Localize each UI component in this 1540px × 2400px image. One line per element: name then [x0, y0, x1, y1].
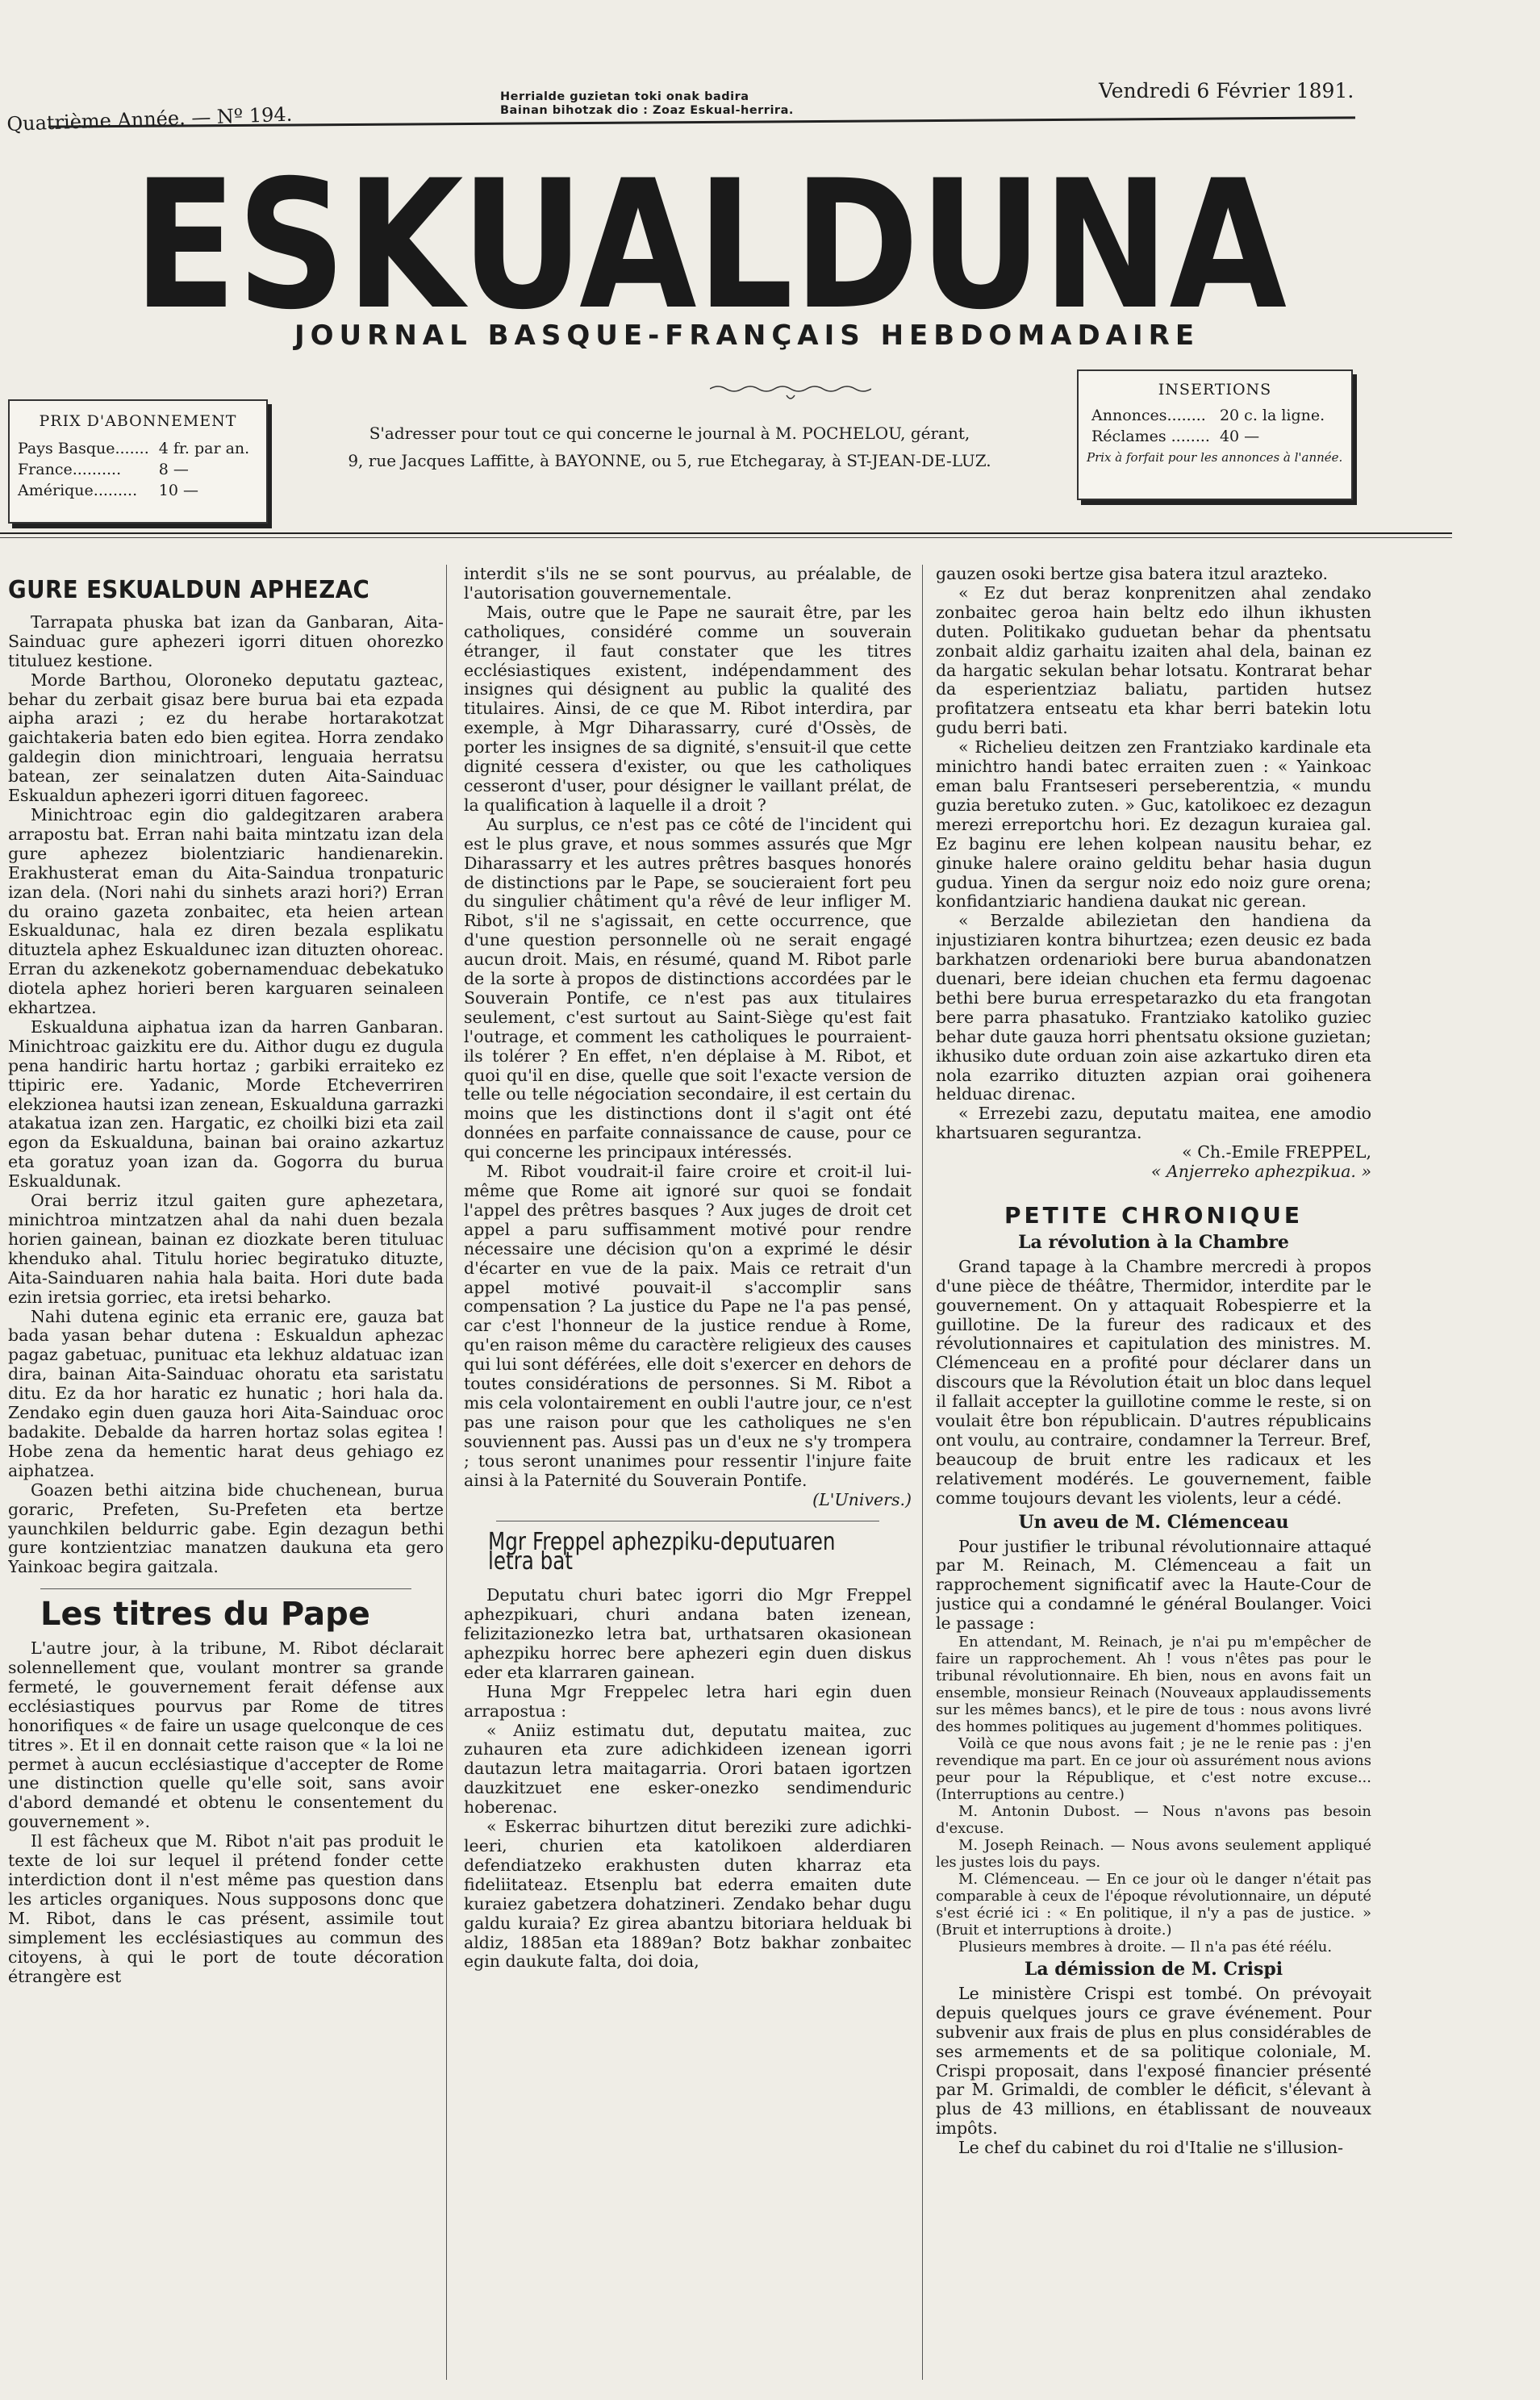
quote-paragraph: M. Joseph Reinach. — Nous avons seulement appliqué les justes lois du pays. — [936, 1837, 1371, 1872]
quote-paragraph: Plusieurs membres à droite. — Il n'a pas été réélu. — [958, 1939, 1333, 1956]
paragraph: M. Ribot voudrait-il faire croire et croit-il lui-même que Rome ait ignoré sur quoi se fondait l'appel des prêtres basques ? Aux juges de droit cet appel a paru suffisamment motivé pour rendre nécessaire une décision qu'on a exprimé le désir d'écarter en vue de la paix. Mais ce retrait d'un appel motivé pouvait-il s'accomplir sans compensation ? La justice du Pape ne l'a pas pensé, car c'est l'honneur de la justice rendue à Rome, qu'en raison même du caractère religieux des causes qui lui sont déférées, elle doit s'exercer en dehors de toutes considérations de personnes. Si M. Ribot a mis cela volontairement en oubli l'autre jour, ce n'est pas une raison pour que les catholiques ne s'en souviennent pas. Aussi pas un d'eux ne s'y trompera ; tous seront unanimes pour ressentir l'injure faite ainsi à la Paternité du Souverain Pontife. — [464, 1162, 912, 1490]
header-rule — [0, 532, 1452, 534]
paragraph: Pour justifier le tribunal révolutionnaire attaqué par M. Reinach, M. Clémenceau a fait un rapprochement significatif avec la Haute-Cour de justice qui a condamné le général Boulanger. Voici le passage : — [936, 1536, 1371, 1634]
column-1 — [8, 565, 444, 2380]
insertions-heading: INSERTIONS — [1158, 381, 1272, 399]
subscription-place: Pays Basque....... — [18, 440, 149, 457]
insertions-price: 20 c. la ligne. — [1219, 407, 1325, 424]
subsection-heading: Un aveu de M. Clémenceau — [1018, 1511, 1289, 1533]
issue-number: Quatrième Année. — Nº 194. — [6, 102, 293, 136]
insertions-row — [1087, 426, 1329, 447]
paragraph: « Richelieu deitzen zen Frantziako kardinale eta minichtro handi batec erraiten zuen : « Yainkoac eman balu Frantseseri perseberentzia, « mundu guzia beretuko zuten. » Guc, katolikoec ez dezagun merezi erreportchu hori. Ez dezagun kuraiea gal. Ez baginu ere lehen kolpean nausitu behar, ez ginuke halere oraino gelditu behar hasia dugun gudua. Yinen da sergur noiz edo noiz gure orena; konfidantziaric handiena daukat nic gerean. — [936, 737, 1371, 912]
subscription-price: 4 fr. par an. — [158, 440, 250, 457]
paragraph: Grand tapage à la Chambre mercredi à propos d'une pièce de théâtre, Thermidor, interdite par le gouvernement. On y attaquait Robespierre et la guillotine. De la fureur des radicaux et des révolutionnaires et capitulation des ministres. M. Clémenceau en a profité pour déclarer dans un discours que la Révolution était un bloc dans lequel il fallait accepter la guillotine comme le reste, si on voulait être bon républicain. D'autres républicains ont voulu, au contraire, condamner la Terreur. Bref, beaucoup de bruit entre les radicaux et les relativement modérés. Le gouvernement, faible comme toujours devant les violents, leur a cédé. — [936, 1256, 1371, 1508]
paragraph: Le chef du cabinet du roi d'Italie ne s'illusion- — [958, 2138, 1344, 2158]
paragraph: « Ez dut beraz konprenitzen ahal zendako zonbaitec geroa hain beltz edo ilhun ikhusten duten. Politikako guduetan behar da phentsatu zonbait aldiz garhaitu izaiten ahal dela, bainan ez da hargatic sekulan behar lotsatu. Kontrarat behar da esperientziaz baliatu, partiden hutsez profitatzera entseatu eta khar berri batekin lotu gudu berri bati. — [936, 582, 1371, 738]
ornament — [710, 379, 871, 403]
paragraph: « Aniiz estimatu dut, deputatu maitea, zuc zuhauren eta zure adichkideen izenean igorri dautazun letra maitagarria. Orori bataen igortzen dauzkitzuet ene esker-onezko sendimenduric hoberenac. — [464, 1720, 912, 1818]
masthead-subtitle: JOURNAL BASQUE-FRANÇAIS HEBDOMADAIRE — [294, 319, 1200, 352]
address-line-2: 9, rue Jacques Laffitte, à BAYONNE, ou 5, rue Etchegaray, à ST-JEAN-DE-LUZ. — [348, 451, 991, 470]
article-heading: Les titres du Pape — [40, 1596, 370, 1634]
section-heading: PETITE CHRONIQUE — [1004, 1202, 1303, 1229]
insertions-note: Prix à forfait pour les annonces à l'année. — [1087, 450, 1343, 465]
issue-date: Vendredi 6 Février 1891. — [1099, 79, 1354, 102]
insertions-box — [1077, 369, 1353, 500]
quote-paragraph: M. Antonin Dubost. — Nous n'avons pas besoin d'excuse. — [936, 1803, 1371, 1838]
paragraph: Eskualduna aiphatua izan da harren Ganbaran. Minichtroac gaizkitu ere du. Aithor dugu ez dugula pena handiric hartu hortaz ; garbiki erraiteko ez ttipiric ere. Yadanic, Morde Etcheverriren elekzionea hautsi izan zenean, Eskualduna garrazki atakatua izan zen. Hargatic, ez choilki bizi eta zail egon da Eskualduna, bainan bai oraino azkartuz eta goratuz yoan izan da. Gogorra du burua Eskualdunak. — [8, 1016, 444, 1192]
address-block — [290, 419, 1049, 474]
paragraph: Goazen bethi aitzina bide chuchenean, burua goraric, Prefeten, Su-Prefeten eta bertze yaunchkilen beldurric gabe. Egin dezagun bethi gure kontzientziac manatzen daukuna eta gero Yainkoac begira gaitzala. — [8, 1480, 444, 1577]
paragraph: L'autre jour, à la tribune, M. Ribot déclarait solennellement que, voulant montrer sa grande fermeté, le gouvernement ferait défense aux ecclésiastiques pourvus par Rome de titres honorifiques « de faire un usage quelconque de ces titres ». Et il en donnait cette raison que « la loi ne permet à aucun ecclésiastique d'accepter de Rome une distinction quelle qu'elle soit, sans avoir d'abord demandé et obtenu le consentement du gouvernement ». — [8, 1638, 444, 1832]
paragraph: « Berzalde abilezietan den handiena da injustiziaren kontra bihurtzea; ezen deusic ez bada barkhatzen ordenarioki bere burua abandonatzen duenari, bere ideian chuchen eta fermu dagoenac bethi bere burua errespetarazko du eta frangotan bere parra phasatuko. Frantziako katoliko guziec behar dute gauza horri phentsatu oksione guzietan; ikhusiko dute orduan zoin aise azkartuko diren eta nola ezarriko dituzten azpian orai goihenera helduac direnac. — [936, 911, 1371, 1104]
subscription-heading: PRIX D'ABONNEMENT — [39, 412, 237, 430]
motto-line-2: Bainan bihotzak dio : Zoaz Eskual-herrira. — [500, 104, 794, 117]
paragraph: Orai berriz itzul gaiten gure aphezetara, minichtroa mintzatzen ahal da nahi duen bezala horien gainean, bainan ez diozkate beren tituluac khenduko ahal. Titulu horiec begiratuko dituzte, Aita-Sainduaren nahia hala baita. Hori dute bada ezin iretsia gorriec, eta iretsi beharko. — [8, 1191, 444, 1307]
insertions-table — [1087, 405, 1329, 447]
article-source: (L'Univers.) — [812, 1489, 912, 1509]
subscription-row — [13, 480, 254, 501]
column-rule — [922, 565, 923, 2380]
subscription-table — [13, 438, 254, 501]
subsection-heading: La révolution à la Chambre — [1018, 1231, 1289, 1253]
paragraph: gauzen osoki bertze gisa batera itzul arazteko. — [936, 565, 1329, 583]
paragraph: Minichtroac egin dio galdegitzaren arabera arrapostu bat. Erran nahi baita mintzatu izan dela gure aphezez biolentziaric handienarekin. Erakhusterat eman du Aita-Saindua tronpaturic izan dela. (Nori nahi du sinhets arazi hori?) Erran du oraino gazeta zonbaitec, eta heien artean Eskualdunac, hala ez diren bezala esplikatu dituztela aphez Eskualdunec izan dituzten ohoreac. Erran du azkenekotz gobernamenduac debekatuko diotela aphez horieri beren karguaren seinaleen ekhartzea. — [8, 804, 444, 1018]
paragraph: Le ministère Crispi est tombé. On prévoyait depuis quelques jours ce grave événement. Pour subvenir aux frais de plus en plus considérables de ses armements et de sa politique coloniale, M. Crispi proposait, dans l'exposé financier présenté par M. Grimaldi, de combler le déficit, s'élevant à plus de 43 millions, en établissant de nouveaux impôts. — [936, 1983, 1371, 2139]
subscription-place: France.......... — [18, 461, 122, 478]
subscription-row — [13, 438, 254, 459]
motto — [500, 90, 855, 118]
insertions-price: 40 — — [1219, 428, 1260, 445]
subscription-box — [8, 399, 268, 524]
paragraph: Mais, outre que le Pape ne saurait être, par les catholiques, considéré comme un souverain étranger, il faut constater que les titres ecclésiastiques existent, indépendamment des insignes qui désignent au public la qualité des titulaires. Ainsi, de ce que M. Ribot interdira, par exemple, à Mgr Diharassarry, curé d'Ossès, de porter les insignes de sa dignité, s'ensuit-il que cette dignité cessera d'exister, ou que les catholiques cesseront d'user, pour désigner le vaillant prélat, de la qualification à laquelle il a droit ? — [464, 602, 912, 815]
separator — [40, 1588, 411, 1589]
subscription-row — [13, 459, 254, 480]
insertions-label: Annonces........ — [1091, 407, 1206, 424]
article-heading: GURE ESKUALDUN APHEZAC — [8, 576, 370, 604]
paragraph: Deputatu churi batec igorri dio Mgr Freppel aphezpikuari, churi andana baten izenean, felizitazionezko letra bat, urthatsaren okasionean aphezpiku horrec bere aphezeri egin duen diskus eder eta klarraren gainean. — [464, 1585, 912, 1682]
paragraph: Nahi dutena eginic eta erranic ere, gauza bat bada yasan behar dutena : Eskualdun aphezac pagaz gabetuac, punituac eta lekhuz aldatuac izan dira, bainan Aita-Sainduac ohoratu eta saristatu ditu. Ez da hor haratic ez hunatic ; hori hala da. Zendako egin duen gauza hori Aita-Sainduac oroc badakite. Debalde da harren hortaz solas egitea ! Hobe zena da hementic harat deus gehiago ez aiphatzea. — [8, 1306, 444, 1480]
quote-paragraph: En attendant, M. Reinach, je n'ai pu m'empêcher de faire un rapprochement. Ah ! vous n'êtes pas pour le tribunal révolutionnaire. Eh bien, nous en avons fait un ensemble, monsieur Reinach (Nouveaux applaudissements sur les mêmes bancs), et le pire de tous : nous avons livré des hommes politiques au jugement d'hommes politiques. — [936, 1634, 1371, 1736]
column-2 — [464, 565, 912, 2380]
column-rule — [446, 565, 447, 2380]
signature-name: « Ch.-Emile FREPPEL, — [1182, 1142, 1371, 1162]
article-heading: Mgr Freppel aphezpiku-deputuaren letra bat — [488, 1528, 836, 1576]
signature-title: « Anjerreko aphezpikua. » — [1150, 1162, 1371, 1182]
paragraph: Il est fâcheux que M. Ribot n'ait pas produit le texte de loi sur lequel il prétend fonder cette interdiction dont il n'est même pas question dans les articles organiques. Nous supposons donc que M. Ribot, dans le cas présent, assimile tout simplement les ecclésiastiques au commun des citoyens, à qui le port de toute décoration étrangère est — [8, 1831, 444, 1986]
paragraph: interdit s'ils ne se sont pourvus, au préalable, de l'autorisation gouvernementale. — [464, 565, 912, 603]
quote-paragraph: M. Clémenceau. — En ce jour où le danger n'était pas comparable à ceux de l'époque révolutionnaire, un député s'est écrié ici : « En politique, il n'y a pas de justice. » (Bruit et interruptions à droite.) — [936, 1871, 1371, 1939]
masthead-title — [129, 153, 1291, 339]
quote-paragraph: Voilà ce que nous avons fait ; je ne le renie pas : j'en revendique ma part. En ce jour où assurément nous avions peur pour la République, et c'est notre excuse... (Interruptions au centre.) — [936, 1735, 1371, 1804]
address-line-1: S'adresser pour tout ce qui concerne le journal à M. POCHELOU, gérant, — [369, 424, 970, 443]
insertions-row — [1087, 405, 1329, 426]
header-rule-thin — [0, 537, 1452, 538]
paragraph: Tarrapata phuska bat izan da Ganbaran, Aita-Sainduac gure aphezeri igorri dituen ohorezko tituluez kestione. — [8, 611, 444, 670]
paragraph: « Eskerrac bihurtzen ditut bereziki zure adichki-leeri, churien eta katolikoen alderdiaren defendiatzeko erakhusten duten kharraz eta fideliitateaz. Etsenplu bat ederra emaiten dute kuraiez gabetzera dohatzineri. Zendako behar dugu galdu kuraia? Ez girea abantzu bitoriara helduak bi aldiz, 1885an eta 1889an? Botz bakhar zonbaitec egin daukute falta, doi doia, — [464, 1817, 912, 1972]
insertions-label: Réclames ........ — [1091, 428, 1210, 445]
paragraph: Au surplus, ce n'est pas ce côté de l'incident qui est le plus grave, et nous sommes assurés que Mgr Diharassarry et les autres prêtres basques honorés de distinctions par le Pape, se soucieraient fort peu du singulier châtiment qu'a rêvé de leur infliger M. Ribot, s'il ne s'agissait, en cette occurrence, que d'une question personnelle où ne serait engagé aucun droit. Mais, en résumé, quand M. Ribot parle de la sorte à propos de distinctions accordées par le Souverain Pontife, ce n'est pas aux titulaires seulement, c'est surtout au Saint-Siège qu'est fait l'outrage, et comment les catholiques le pourraient-ils tolérer ? En effet, n'en déplaise à M. Ribot, et quoi qu'il en dise, quelle que soit l'exacte version de telle ou telle négociation secondaire, il est certain du moins que les distinctions dont il s'agit ont été données en parfaite connaissance de cause, pour ce qui concerne les principaux intéressés. — [464, 814, 912, 1162]
column-3 — [936, 565, 1371, 2380]
subscription-place: Amérique......... — [18, 482, 138, 499]
paragraph: Morde Barthou, Oloroneko deputatu gazteac, behar du zerbait gisaz bere burua bai eta ezpada aipha arazi ; ez du herabe hortarakotzat gaichtakeria baten edo bien egitea. Horra zendako galdegin dion minichtroari, lenguaia herratsu batean, zer seinalatzen duten Aita-Sainduac Eskualdun aphezeri igorri dituen fagoreec. — [8, 670, 444, 806]
paragraph: « Errezebi zazu, deputatu maitea, ene amodio khartsuaren segurantza. — [936, 1104, 1371, 1143]
subscription-price: 10 — — [158, 482, 198, 499]
motto-line-1: Herrialde guzietan toki onak badira — [500, 90, 749, 103]
svg-text:ESKUALDUNA: ESKUALDUNA — [133, 153, 1287, 339]
paragraph: Huna Mgr Freppelec letra hari egin duen arrapostua : — [464, 1681, 912, 1721]
subscription-price: 8 — — [158, 461, 189, 478]
subsection-heading: La démission de M. Crispi — [1024, 1959, 1283, 1981]
